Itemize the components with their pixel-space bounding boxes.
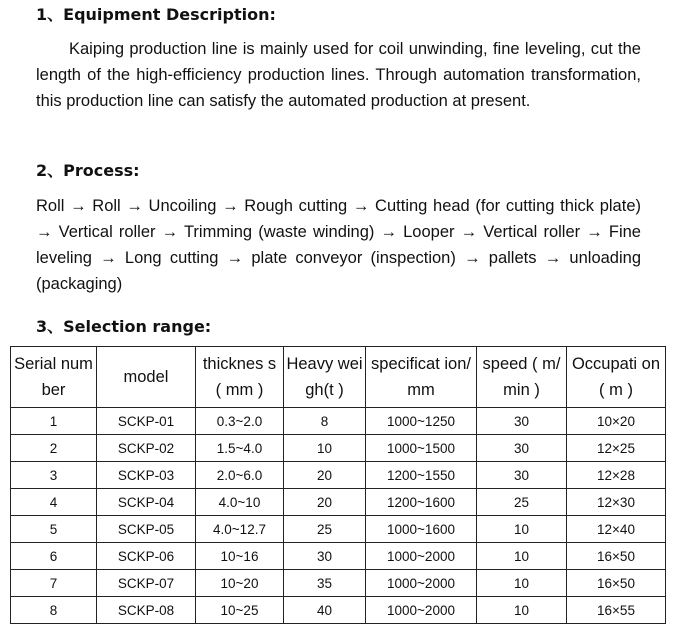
cell-serial: 5	[11, 516, 97, 543]
cell-weight: 30	[284, 543, 366, 570]
process-text: Roll → Roll → Uncoiling → Rough cutting → Cutting head (for cutting thick plate) → Vertical roller → Trimming (waste winding) → Looper → Vertical roller → Fine leveling → Long cutting → plate conveyor (inspection) → pallets → unloading (packaging)	[36, 197, 641, 293]
cell-specification: 1000~2000	[366, 570, 477, 597]
cell-occupation: 16×50	[567, 570, 666, 597]
cell-model: SCKP-01	[97, 408, 196, 435]
cell-serial: 1	[11, 408, 97, 435]
cell-weight: 40	[284, 597, 366, 624]
cell-speed: 30	[477, 435, 567, 462]
process-heading: 2、Process:	[36, 161, 140, 180]
cell-occupation: 10×20	[567, 408, 666, 435]
cell-weight: 8	[284, 408, 366, 435]
selection-range-heading: 3、Selection range:	[36, 317, 212, 336]
cell-thickness: 4.0~10	[196, 489, 284, 516]
cell-thickness: 10~16	[196, 543, 284, 570]
table-row	[11, 408, 666, 435]
table-row	[11, 435, 666, 462]
header-model: model	[97, 347, 196, 408]
cell-model: SCKP-06	[97, 543, 196, 570]
header-thickness: thicknes s ( mm )	[196, 347, 284, 408]
table-row	[11, 570, 666, 597]
table-row	[11, 489, 666, 516]
cell-speed: 25	[477, 489, 567, 516]
table-row	[11, 543, 666, 570]
cell-speed: 30	[477, 462, 567, 489]
cell-serial: 2	[11, 435, 97, 462]
header-specification: specificat ion/mm	[366, 347, 477, 408]
cell-specification: 1000~1500	[366, 435, 477, 462]
cell-model: SCKP-03	[97, 462, 196, 489]
cell-specification: 1000~1250	[366, 408, 477, 435]
header-occupation: Occupati on ( m )	[567, 347, 666, 408]
cell-occupation: 12×25	[567, 435, 666, 462]
cell-weight: 10	[284, 435, 366, 462]
cell-serial: 7	[11, 570, 97, 597]
cell-occupation: 16×55	[567, 597, 666, 624]
cell-weight: 25	[284, 516, 366, 543]
cell-specification: 1000~2000	[366, 543, 477, 570]
table-row	[11, 462, 666, 489]
header-speed: speed ( m/min )	[477, 347, 567, 408]
cell-thickness: 0.3~2.0	[196, 408, 284, 435]
cell-speed: 10	[477, 570, 567, 597]
equipment-description-text: Kaiping production line is mainly used for coil unwinding, fine leveling, cut the length of the high-efficiency production lines. Through automation transformation, this production line can satisfy the automated production at present.	[36, 40, 641, 110]
cell-model: SCKP-07	[97, 570, 196, 597]
cell-occupation: 12×30	[567, 489, 666, 516]
cell-occupation: 12×28	[567, 462, 666, 489]
cell-specification: 1200~1550	[366, 462, 477, 489]
table-header-row	[11, 347, 666, 408]
equipment-description-heading: 1、Equipment Description:	[36, 5, 276, 24]
cell-specification: 1000~1600	[366, 516, 477, 543]
header-heavy-weight: Heavy weigh(t )	[284, 347, 366, 408]
cell-specification: 1000~2000	[366, 597, 477, 624]
cell-specification: 1200~1600	[366, 489, 477, 516]
cell-thickness: 10~25	[196, 597, 284, 624]
cell-serial: 8	[11, 597, 97, 624]
cell-speed: 10	[477, 597, 567, 624]
cell-weight: 20	[284, 462, 366, 489]
cell-occupation: 12×40	[567, 516, 666, 543]
cell-weight: 20	[284, 489, 366, 516]
cell-speed: 30	[477, 408, 567, 435]
cell-thickness: 1.5~4.0	[196, 435, 284, 462]
header-serial-number: Serial number	[11, 347, 97, 408]
cell-model: SCKP-02	[97, 435, 196, 462]
cell-weight: 35	[284, 570, 366, 597]
table-row	[11, 597, 666, 624]
cell-speed: 10	[477, 516, 567, 543]
selection-range-table	[10, 346, 666, 624]
cell-serial: 4	[11, 489, 97, 516]
cell-speed: 10	[477, 543, 567, 570]
cell-model: SCKP-04	[97, 489, 196, 516]
cell-occupation: 16×50	[567, 543, 666, 570]
cell-thickness: 2.0~6.0	[196, 462, 284, 489]
cell-thickness: 10~20	[196, 570, 284, 597]
cell-serial: 6	[11, 543, 97, 570]
cell-model: SCKP-05	[97, 516, 196, 543]
cell-thickness: 4.0~12.7	[196, 516, 284, 543]
table-row	[11, 516, 666, 543]
cell-model: SCKP-08	[97, 597, 196, 624]
cell-serial: 3	[11, 462, 97, 489]
